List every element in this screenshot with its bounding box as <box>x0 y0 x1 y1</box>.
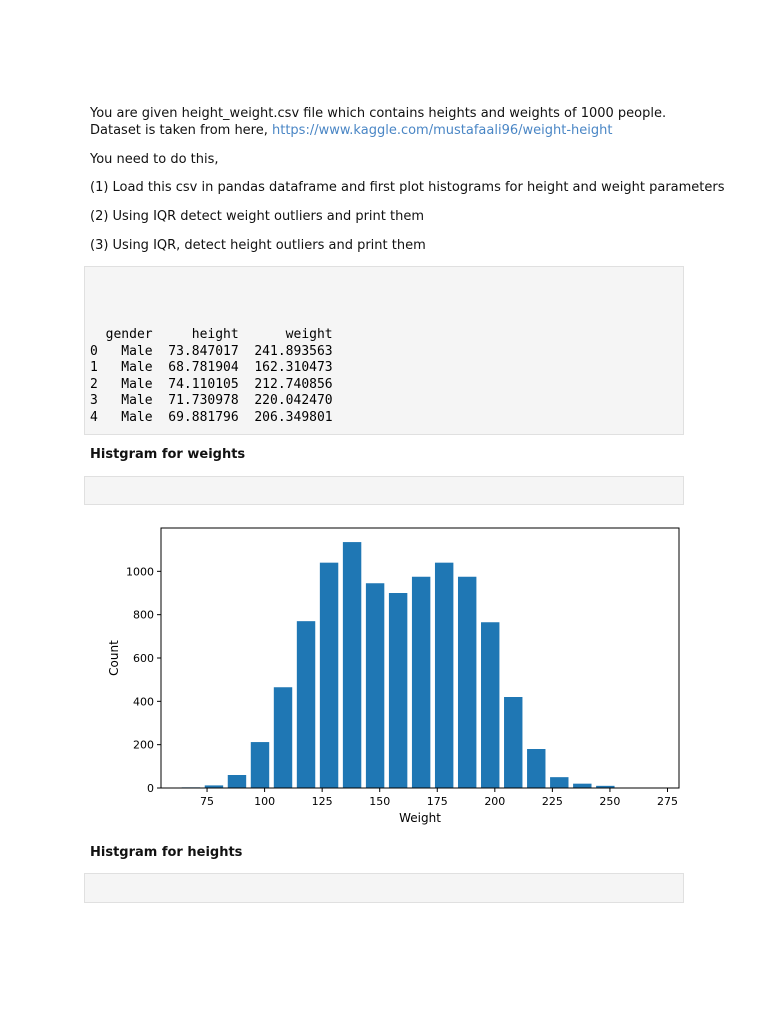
x-tick-label: 200 <box>484 795 506 808</box>
x-tick-label: 125 <box>311 795 333 808</box>
histogram-bar <box>504 697 522 788</box>
step-1-text: (1) Load this csv in pandas dataframe and first plot histograms for height and weight parameters <box>90 180 725 195</box>
weights-heading: Histgram for weights <box>90 447 246 462</box>
intro-line-2-prefix: Dataset is taken from here, <box>90 123 272 138</box>
histogram-bar <box>412 577 430 788</box>
histogram-bar <box>573 784 591 788</box>
step-3-text: (3) Using IQR, detect height outliers and print them <box>90 238 426 253</box>
dataframe-row: 0 Male 73.847017 241.893563 <box>90 344 333 359</box>
histogram-bar <box>527 749 545 788</box>
dataframe-row: 4 Male 69.881796 206.349801 <box>90 410 333 425</box>
heights-code-cell[interactable] <box>84 873 684 903</box>
y-tick-label: 400 <box>133 695 154 709</box>
x-axis-label: Weight <box>399 811 441 825</box>
y-tick-label: 200 <box>133 738 154 752</box>
step-2-text: (2) Using IQR detect weight outliers and print them <box>90 209 425 224</box>
y-tick-label: 600 <box>133 652 154 665</box>
histogram-bar <box>435 563 453 788</box>
histogram-bar <box>228 775 246 788</box>
dataframe-row: 2 Male 74.110105 212.740856 <box>90 377 333 392</box>
y-tick-label: 1000 <box>126 565 154 579</box>
histogram-bar <box>274 687 292 788</box>
x-tick-label: 175 <box>426 795 448 808</box>
histogram-bar <box>550 777 568 788</box>
dataframe-row: 1 Male 68.781904 162.310473 <box>90 360 333 375</box>
x-tick-label: 225 <box>541 795 563 808</box>
histogram-bar <box>481 622 499 788</box>
histogram-bar <box>458 577 476 788</box>
heights-heading: Histgram for heights <box>90 845 243 860</box>
y-axis-label: Count <box>107 640 121 676</box>
histogram-bar <box>343 542 361 788</box>
x-tick-label: 75 <box>200 795 215 808</box>
y-tick-label: 0 <box>147 782 154 795</box>
dataframe-header: gender height weight <box>90 327 333 342</box>
x-tick-label: 275 <box>656 795 678 808</box>
histogram-bar <box>366 583 384 788</box>
todo-text: You need to do this, <box>90 152 219 167</box>
intro-line-1: You are given height_weight.csv file which contains heights and weights of 1000 people. <box>90 106 667 121</box>
histogram-bar <box>251 742 269 788</box>
x-tick-label: 100 <box>254 795 276 808</box>
dataframe-row: 3 Male 71.730978 220.042470 <box>90 393 333 408</box>
x-tick-label: 250 <box>599 795 621 808</box>
y-tick-label: 800 <box>133 608 154 622</box>
histogram-bar <box>389 593 407 788</box>
dataset-link[interactable]: https://www.kaggle.com/mustafaali96/weight-height <box>272 123 613 138</box>
x-tick-label: 150 <box>369 795 391 808</box>
histogram-bar <box>320 563 338 788</box>
histogram-bar <box>297 621 315 788</box>
